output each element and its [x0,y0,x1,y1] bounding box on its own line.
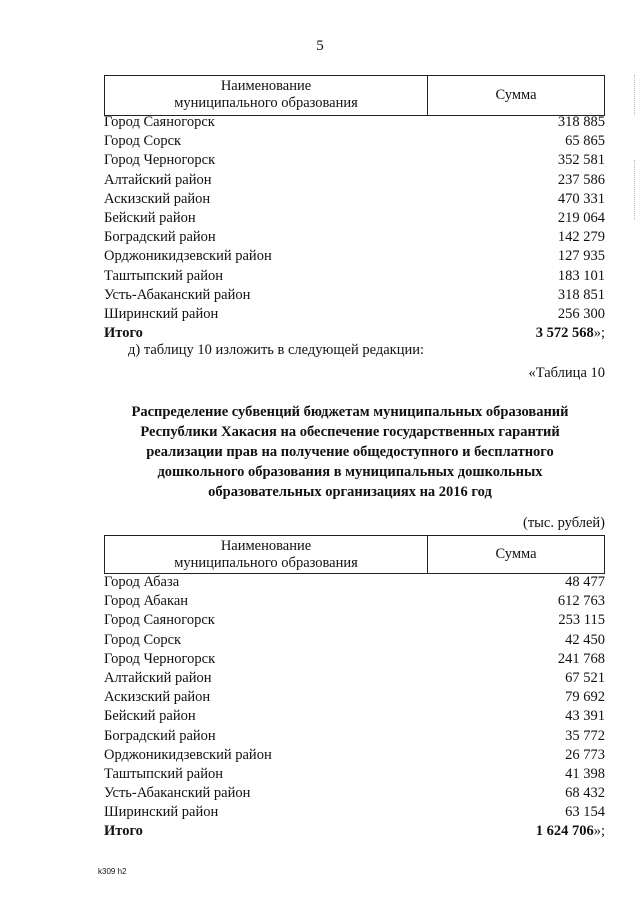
table-row [104,267,605,286]
table-label: «Таблица 10 [528,365,605,381]
row-amount: 183 101 [557,267,605,284]
row-name: Город Абаза [104,574,180,590]
table-row [104,803,605,822]
total-amount-value: 3 572 568 [535,325,594,342]
total-amount [536,822,605,841]
row-amount: 237 586 [557,171,605,188]
table-row [104,688,605,707]
table-row [104,171,605,190]
row-amount: 48 477 [565,574,605,590]
table1-header-sum: Сумма [495,87,537,103]
table1-header-name [105,76,428,115]
row-name: Аскизский район [104,689,211,706]
row-name: Бейский район [104,708,196,725]
table1-total-row [104,324,605,343]
total-amount-value: 1 624 706 [535,823,594,840]
table-row [104,727,605,746]
total-label: Итого [104,325,143,342]
header-name-line1: Наименование [220,78,312,94]
row-amount: 256 300 [557,305,605,322]
row-name: Город Сорск [104,133,182,150]
table-row [104,247,605,266]
row-name: Таштыпский район [104,765,224,782]
row-name: Усть-Абаканский район [104,785,251,802]
units-label: (тыс. рублей) [523,515,605,531]
instruction-text: д) таблицу 10 изложить в следующей редакции: [128,342,425,358]
row-amount: 41 398 [565,765,605,782]
row-amount: 352 581 [557,152,605,169]
footer-code: k309 h2 [98,867,127,876]
table-row [104,631,605,650]
row-name: Алтайский район [104,669,212,686]
row-name: Город Саяногорск [104,114,215,130]
row-name: Таштыпский район [104,267,224,284]
table-row [104,286,605,305]
scan-edge-mark [634,75,636,115]
title-line: образовательных организациях на 2016 год [208,484,492,500]
row-name: Алтайский район [104,171,212,188]
row-amount: 79 692 [565,689,605,706]
table1-body [104,113,605,343]
row-amount: 612 763 [557,593,605,610]
table-row [104,746,605,765]
row-name: Аскизский район [104,190,211,207]
row-amount: 43 391 [565,708,605,725]
row-amount: 253 115 [558,612,605,629]
row-name: Боградский район [104,727,216,744]
row-name: Орджоникидзевский район [104,248,272,265]
row-amount: 68 432 [565,785,605,802]
table-row [104,573,605,592]
table-row [104,650,605,669]
table-row [104,611,605,630]
row-name: Город Черногорск [104,152,216,169]
title-line: дошкольного образования в муниципальных дошкольных [157,464,543,480]
row-amount: 142 279 [557,229,605,246]
row-name: Ширинский район [104,804,219,821]
table-row [104,113,605,132]
table-row [104,209,605,228]
scan-edge-mark [634,160,636,220]
table-row [104,132,605,151]
table-row [104,707,605,726]
total-amount [536,324,605,343]
table-row [104,190,605,209]
table-row [104,784,605,803]
total-label: Итого [104,823,143,840]
header-name-line1: Наименование [220,538,312,554]
table2-body [104,573,605,842]
title-line: реализации прав на получение общедоступного и бесплатного [146,444,554,460]
row-name: Боградский район [104,229,216,246]
row-amount: 470 331 [557,190,605,207]
title-line: Республики Хакасия на обеспечение государственных гарантий [140,424,560,440]
table2-header [104,535,605,574]
table2-title [90,402,610,502]
total-suffix: »; [593,823,605,840]
row-amount: 42 450 [565,631,605,648]
row-amount: 26 773 [565,746,605,763]
table-row [104,765,605,784]
row-amount: 65 865 [565,133,605,150]
row-amount: 318 885 [557,114,605,130]
table-row [104,669,605,688]
header-name-line2: муниципального образования [174,95,358,111]
row-amount: 318 851 [557,286,605,303]
title-line: Распределение субвенций бюджетам муниципальных образований [131,404,569,420]
row-name: Орджоникидзевский район [104,746,272,763]
table-row [104,228,605,247]
table2-total-row [104,822,605,841]
header-name-line2: муниципального образования [174,555,358,571]
table-row [104,592,605,611]
row-name: Город Черногорск [104,650,216,667]
table-row [104,305,605,324]
row-name: Город Абакан [104,593,189,610]
row-amount: 241 768 [557,650,605,667]
row-amount: 35 772 [565,727,605,744]
row-amount: 219 064 [557,209,605,226]
row-name: Город Сорск [104,631,182,648]
table2-header-sum: Сумма [495,546,537,562]
row-name: Ширинский район [104,305,219,322]
row-amount: 127 935 [557,248,605,265]
row-name: Город Саяногорск [104,612,215,629]
table-row [104,151,605,170]
table1-header [104,75,605,116]
row-name: Усть-Абаканский район [104,286,251,303]
row-amount: 67 521 [565,669,605,686]
row-amount: 63 154 [565,804,605,821]
total-suffix: »; [593,325,605,342]
page-number: 5 [316,38,324,54]
table2-header-name [105,536,428,573]
row-name: Бейский район [104,209,196,226]
